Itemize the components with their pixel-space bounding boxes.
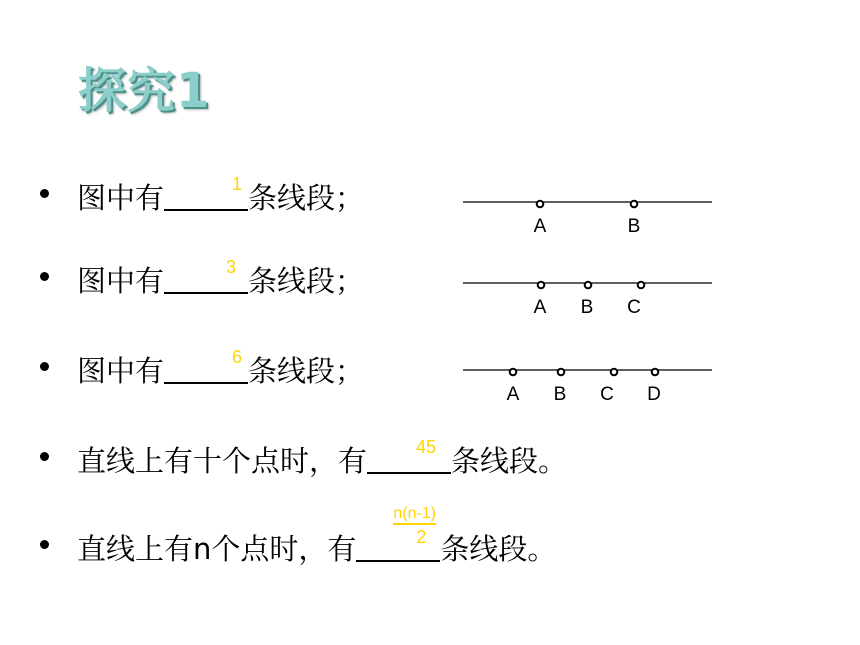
point-marker [631,201,638,208]
point-marker [652,369,659,376]
question-prefix: 直线上有n个点时，有 [77,532,357,566]
point-label: C [627,297,641,318]
point-marker [538,282,545,289]
point-label: A [506,384,520,405]
question-suffix: 条线段； [248,264,365,298]
question-prefix: 图中有 [77,264,165,298]
diagram-1 [463,201,712,237]
question-suffix: 条线段； [248,181,365,215]
question-suffix: 条线段。 [440,532,557,566]
question-suffix: 条线段。 [451,444,568,478]
answer-value: 6 [232,347,243,367]
point-label: D [647,384,661,405]
answer-value: 45 [416,437,437,457]
point-marker [638,282,645,289]
point-marker [611,369,618,376]
answer-numerator: n(n-1) [393,506,436,525]
question-suffix: 条线段； [248,354,365,388]
point-label: B [627,216,641,237]
point-marker [585,282,592,289]
answer-value: 3 [226,257,237,277]
point-label: A [533,297,547,318]
point-label: B [580,297,594,318]
question-prefix: 图中有 [77,354,165,388]
point-label: C [600,384,614,405]
point-label: A [533,216,547,237]
point-marker [558,369,565,376]
point-marker [537,201,544,208]
diagram-2 [463,282,712,318]
answer-denominator: 2 [416,527,427,547]
answer-value: 1 [232,174,243,194]
point-marker [510,369,517,376]
slide-title: 探究1 [78,63,211,119]
point-label: B [553,384,567,405]
question-prefix: 直线上有十个点时，有 [77,444,368,478]
question-prefix: 图中有 [77,181,165,215]
diagram-3 [463,369,712,405]
